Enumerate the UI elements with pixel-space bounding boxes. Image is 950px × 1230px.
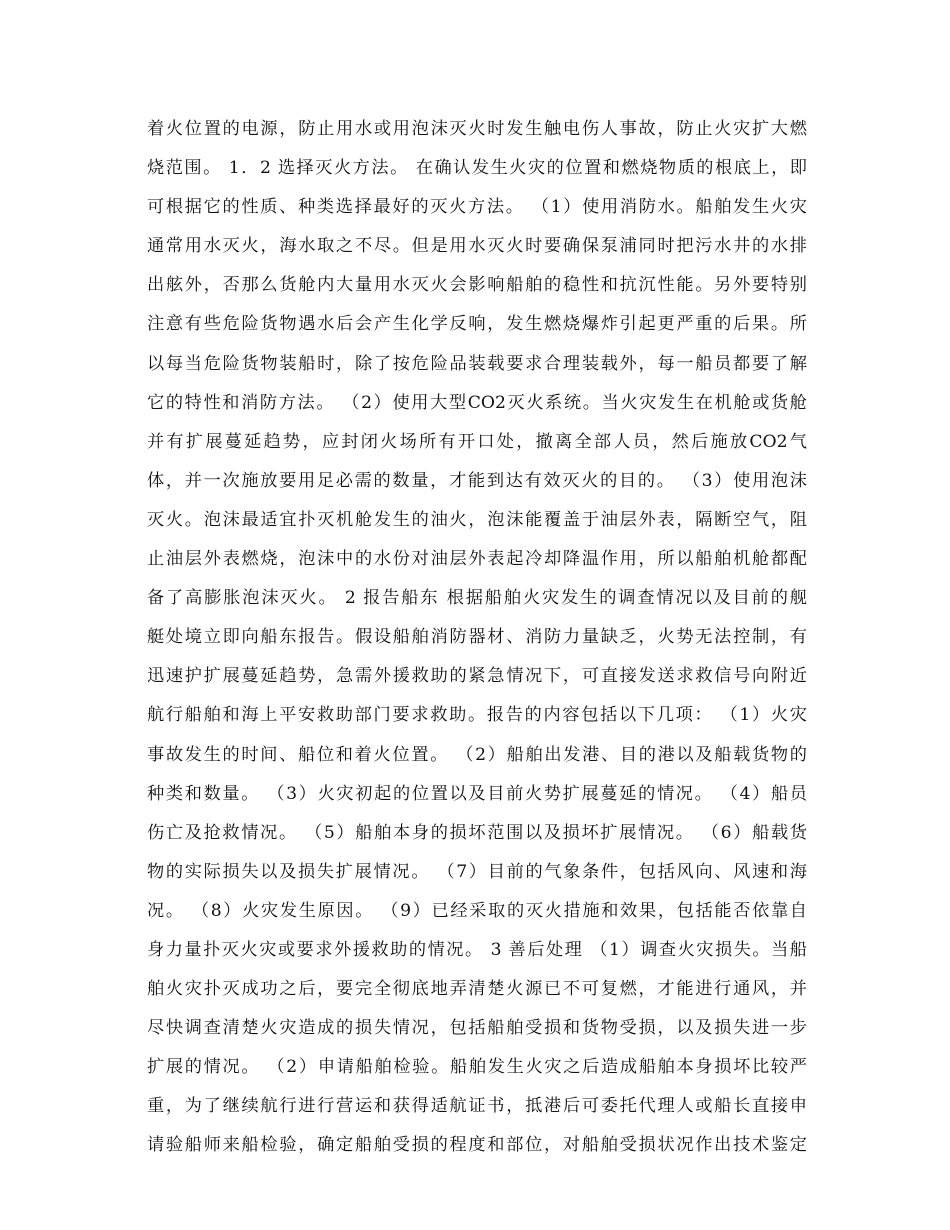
text-line-15: 迅速护扩展蔓延趋势，急需外援救助的紧急情况下，可直接发送求救信号向附近 bbox=[147, 666, 807, 687]
text-line-19: 伤亡及抢救情况。 （5）船舶本身的损坏范围以及损坏扩展情况。 （6）船载货 bbox=[147, 822, 807, 843]
text-line-5: 出舷外，否那么货舱内大量用水灭火会影响船舶的稳性和抗沉性能。另外要特别 bbox=[147, 275, 807, 296]
text-line-22: 身力量扑灭火灾或要求外援救助的情况。 3 善后处理 （1）调查火灾损失。当船 bbox=[147, 939, 807, 960]
text-line-24: 尽快调查清楚火灾造成的损失情况，包括船舶受损和货物受损，以及损失进一步 bbox=[147, 1018, 807, 1039]
text-line-7: 以每当危险货物装船时，除了按危险品装载要求合理装载外，每一船员都要了解 bbox=[147, 353, 807, 374]
text-line-27: 请验船师来船检验，确定船舶受损的程度和部位，对船舶受损状况作出技术鉴定 bbox=[147, 1135, 807, 1156]
text-line-20: 物的实际损失以及损失扩展情况。 （7）目前的气象条件，包括风向、风速和海 bbox=[147, 861, 807, 882]
text-line-11: 灭火。泡沫最适宜扑灭机舱发生的油火，泡沫能覆盖于油层外表，隔断空气，阻 bbox=[147, 509, 807, 530]
text-line-12: 止油层外表燃烧，泡沫中的水份对油层外表起冷却降温作用，所以船舶机舱都配 bbox=[147, 549, 807, 570]
text-line-10: 体，并一次施放要用足必需的数量，才能到达有效灭火的目的。 （3）使用泡沫 bbox=[147, 470, 807, 491]
text-line-18: 种类和数量。 （3）火灾初起的位置以及目前火势扩展蔓延的情况。 （4）船员 bbox=[147, 783, 807, 804]
text-line-9: 并有扩展蔓延趋势，应封闭火场所有开口处，撤离全部人员，然后施放CO2气 bbox=[147, 431, 807, 452]
text-line-1: 着火位置的电源，防止用水或用泡沫灭火时发生触电伤人事故，防止火灾扩大燃 bbox=[147, 119, 807, 139]
text-line-4: 通常用水灭火，海水取之不尽。但是用水灭火时要确保泵浦同时把污水井的水排 bbox=[147, 236, 807, 257]
text-line-21: 况。 （8）火灾发生原因。 （9）已经采取的灭火措施和效果，包括能否依靠自 bbox=[147, 900, 807, 921]
text-line-16: 航行船舶和海上平安救助部门要求救助。报告的内容包括以下几项： （1）火灾 bbox=[147, 705, 807, 726]
text-line-26: 重，为了继续航行进行营运和获得适航证书，抵港后可委托代理人或船长直接申 bbox=[147, 1096, 807, 1117]
text-line-25: 扩展的情况。 （2）申请船舶检验。船舶发生火灾之后造成船舶本身损坏比较严 bbox=[147, 1057, 807, 1078]
text-line-13: 备了高膨胀泡沫灭火。 2 报告船东 根据船舶火灾发生的调查情况以及目前的舰 bbox=[147, 588, 807, 609]
body-text bbox=[147, 110, 807, 1166]
text-line-2: 烧范围。 1．2 选择灭火方法。 在确认发生火灾的位置和燃烧物质的根底上，即 bbox=[147, 158, 807, 179]
text-line-6: 注意有些危险货物遇水后会产生化学反响，发生燃烧爆炸引起更严重的后果。所 bbox=[147, 314, 807, 335]
text-line-17: 事故发生的时间、船位和着火位置。 （2）船舶出发港、目的港以及船载货物的 bbox=[147, 744, 807, 765]
text-line-8: 它的特性和消防方法。 （2）使用大型CO2灭火系统。当火灾发生在机舱或货舱 bbox=[147, 392, 807, 413]
text-line-14: 艇处境立即向船东报告。假设船舶消防器材、消防力量缺乏，火势无法控制，有 bbox=[147, 627, 807, 648]
text-line-23: 舶火灾扑灭成功之后，要完全彻底地弄清楚火源已不可复燃，才能进行通风，并 bbox=[147, 979, 807, 1000]
text-line-3: 可根据它的性质、种类选择最好的灭火方法。 （1）使用消防水。船舶发生火灾 bbox=[147, 197, 807, 218]
